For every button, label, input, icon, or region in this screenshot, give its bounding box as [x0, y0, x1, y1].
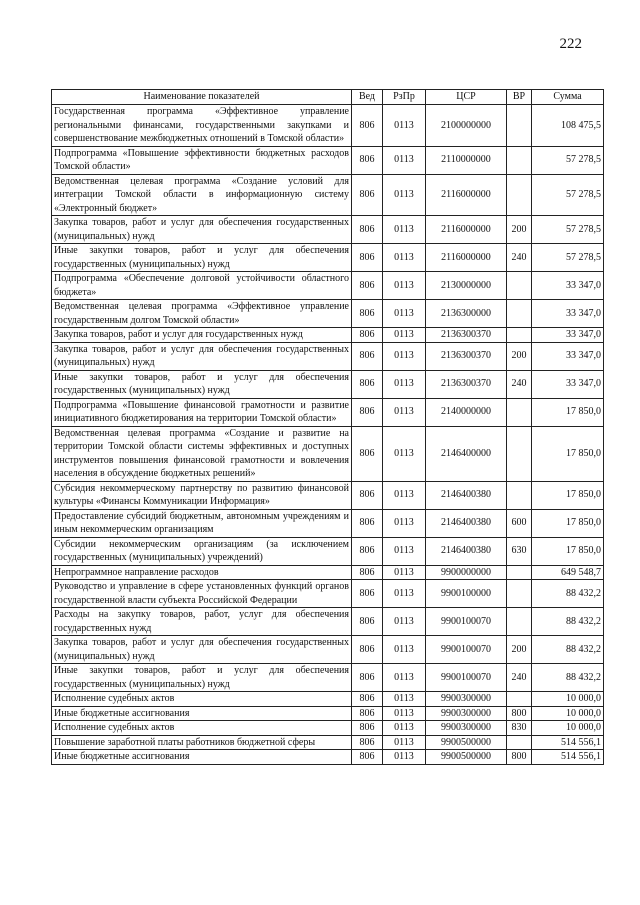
cell-vr: 800	[507, 706, 532, 721]
cell-vr	[507, 426, 532, 481]
cell-rzpr: 0113	[383, 342, 426, 370]
cell-csr: 9900300000	[426, 706, 507, 721]
cell-vr	[507, 735, 532, 750]
cell-csr: 2130000000	[426, 272, 507, 300]
cell-csr: 9900300000	[426, 721, 507, 736]
cell-sum: 33 347,0	[532, 272, 604, 300]
cell-name: Иные бюджетные ассигнования	[52, 750, 352, 765]
cell-rzpr: 0113	[383, 608, 426, 636]
cell-vr	[507, 398, 532, 426]
cell-sum: 33 347,0	[532, 342, 604, 370]
cell-name: Иные закупки товаров, работ и услуг для обеспечения государственных (муниципальных) нужд	[52, 370, 352, 398]
cell-name: Закупка товаров, работ и услуг для обеспечения государственных (муниципальных) нужд	[52, 216, 352, 244]
cell-ved: 806	[352, 721, 383, 736]
table-row	[52, 692, 604, 707]
cell-name: Расходы на закупку товаров, работ, услуг для обеспечения государственных нужд	[52, 608, 352, 636]
table-row	[52, 608, 604, 636]
cell-name: Исполнение судебных актов	[52, 692, 352, 707]
cell-name: Закупка товаров, работ и услуг для обеспечения государственных (муниципальных) нужд	[52, 636, 352, 664]
table-row	[52, 735, 604, 750]
cell-csr: 9900100070	[426, 664, 507, 692]
cell-rzpr: 0113	[383, 328, 426, 343]
table-row	[52, 105, 604, 147]
cell-ved: 806	[352, 509, 383, 537]
table-row	[52, 370, 604, 398]
cell-ved: 806	[352, 244, 383, 272]
cell-sum: 57 278,5	[532, 216, 604, 244]
cell-rzpr: 0113	[383, 174, 426, 216]
cell-name: Подпрограмма «Повышение финансовой грамотности и развитие инициативного бюджетирования на территории Томской области»	[52, 398, 352, 426]
cell-ved: 806	[352, 608, 383, 636]
cell-csr: 2146400380	[426, 537, 507, 565]
cell-csr: 2146400380	[426, 509, 507, 537]
table-row	[52, 272, 604, 300]
cell-ved: 806	[352, 735, 383, 750]
cell-sum: 17 850,0	[532, 426, 604, 481]
cell-sum: 17 850,0	[532, 398, 604, 426]
header-csr: ЦСР	[426, 90, 507, 105]
cell-csr: 2100000000	[426, 105, 507, 147]
cell-ved: 806	[352, 398, 383, 426]
page-number: 222	[559, 36, 582, 52]
cell-ved: 806	[352, 272, 383, 300]
cell-vr: 800	[507, 750, 532, 765]
cell-sum: 108 475,5	[532, 105, 604, 147]
cell-sum: 649 548,7	[532, 565, 604, 580]
cell-name: Иные закупки товаров, работ и услуг для обеспечения государственных (муниципальных) нужд	[52, 244, 352, 272]
cell-vr	[507, 328, 532, 343]
table-row	[52, 664, 604, 692]
cell-rzpr: 0113	[383, 272, 426, 300]
cell-sum: 57 278,5	[532, 244, 604, 272]
cell-name: Исполнение судебных актов	[52, 721, 352, 736]
table-row	[52, 216, 604, 244]
table-row	[52, 342, 604, 370]
cell-vr	[507, 300, 532, 328]
header-name: Наименование показателей	[52, 90, 352, 105]
cell-vr	[507, 105, 532, 147]
cell-csr: 2110000000	[426, 146, 507, 174]
cell-ved: 806	[352, 370, 383, 398]
cell-name: Иные бюджетные ассигнования	[52, 706, 352, 721]
cell-csr: 2136300370	[426, 370, 507, 398]
cell-sum: 33 347,0	[532, 328, 604, 343]
cell-ved: 806	[352, 481, 383, 509]
table-row	[52, 146, 604, 174]
cell-ved: 806	[352, 426, 383, 481]
cell-csr: 9900100000	[426, 580, 507, 608]
cell-csr: 9900100070	[426, 636, 507, 664]
cell-csr: 9900000000	[426, 565, 507, 580]
cell-rzpr: 0113	[383, 636, 426, 664]
cell-sum: 10 000,0	[532, 721, 604, 736]
table-row	[52, 174, 604, 216]
cell-rzpr: 0113	[383, 481, 426, 509]
cell-ved: 806	[352, 636, 383, 664]
cell-rzpr: 0113	[383, 706, 426, 721]
table-row	[52, 244, 604, 272]
cell-ved: 806	[352, 105, 383, 147]
cell-sum: 10 000,0	[532, 692, 604, 707]
cell-name: Предоставление субсидий бюджетным, автономным учреждениям и иным некоммерческим организациям	[52, 509, 352, 537]
cell-vr	[507, 272, 532, 300]
cell-vr	[507, 565, 532, 580]
cell-vr: 200	[507, 636, 532, 664]
cell-name: Подпрограмма «Обеспечение долговой устойчивости областного бюджета»	[52, 272, 352, 300]
cell-vr: 830	[507, 721, 532, 736]
cell-name: Ведомственная целевая программа «Создание условий для интеграции Томской области в информационную систему «Электронный бюджет»	[52, 174, 352, 216]
cell-name: Закупка товаров, работ и услуг для обеспечения государственных (муниципальных) нужд	[52, 342, 352, 370]
table-row	[52, 398, 604, 426]
header-ved: Вед	[352, 90, 383, 105]
cell-sum: 88 432,2	[532, 636, 604, 664]
cell-name: Подпрограмма «Повышение эффективности бюджетных расходов Томской области»	[52, 146, 352, 174]
cell-ved: 806	[352, 580, 383, 608]
cell-rzpr: 0113	[383, 244, 426, 272]
cell-vr	[507, 580, 532, 608]
cell-rzpr: 0113	[383, 509, 426, 537]
cell-vr	[507, 146, 532, 174]
cell-sum: 514 556,1	[532, 735, 604, 750]
table-row	[52, 580, 604, 608]
cell-csr: 2116000000	[426, 216, 507, 244]
cell-rzpr: 0113	[383, 216, 426, 244]
budget-table	[51, 89, 604, 765]
cell-ved: 806	[352, 565, 383, 580]
cell-csr: 9900100070	[426, 608, 507, 636]
table-row	[52, 706, 604, 721]
table-row	[52, 509, 604, 537]
header-vr: ВР	[507, 90, 532, 105]
table-row	[52, 300, 604, 328]
cell-ved: 806	[352, 537, 383, 565]
cell-name: Иные закупки товаров, работ и услуг для обеспечения государственных (муниципальных) нужд	[52, 664, 352, 692]
cell-rzpr: 0113	[383, 664, 426, 692]
cell-csr: 9900500000	[426, 735, 507, 750]
cell-name: Субсидия некоммерческому партнерству по развитию финансовой культуры «Финансы Коммуникации Информация»	[52, 481, 352, 509]
table-row	[52, 481, 604, 509]
cell-ved: 806	[352, 706, 383, 721]
cell-rzpr: 0113	[383, 692, 426, 707]
cell-vr: 240	[507, 664, 532, 692]
cell-csr: 2136300370	[426, 342, 507, 370]
cell-ved: 806	[352, 750, 383, 765]
cell-vr: 200	[507, 342, 532, 370]
cell-name: Субсидии некоммерческим организациям (за исключением государственных (муниципальных) учреждений)	[52, 537, 352, 565]
cell-ved: 806	[352, 174, 383, 216]
cell-name: Ведомственная целевая программа «Создание и развитие на территории Томской области системы эффективных и доступных инструментов повышения финансовой грамотности и вовлечения населения в обсуждение бюджетных решений»	[52, 426, 352, 481]
cell-vr: 200	[507, 216, 532, 244]
cell-rzpr: 0113	[383, 398, 426, 426]
cell-name: Повышение заработной платы работников бюджетной сферы	[52, 735, 352, 750]
cell-sum: 33 347,0	[532, 300, 604, 328]
cell-rzpr: 0113	[383, 370, 426, 398]
header-sum: Сумма	[532, 90, 604, 105]
table-row	[52, 636, 604, 664]
cell-rzpr: 0113	[383, 146, 426, 174]
cell-sum: 33 347,0	[532, 370, 604, 398]
cell-sum: 88 432,2	[532, 664, 604, 692]
cell-csr: 2146400380	[426, 481, 507, 509]
cell-sum: 10 000,0	[532, 706, 604, 721]
table-row	[52, 537, 604, 565]
cell-vr	[507, 692, 532, 707]
cell-rzpr: 0113	[383, 537, 426, 565]
cell-rzpr: 0113	[383, 426, 426, 481]
cell-vr	[507, 608, 532, 636]
cell-vr	[507, 481, 532, 509]
table-header-row	[52, 90, 604, 105]
table-body	[52, 105, 604, 765]
cell-rzpr: 0113	[383, 750, 426, 765]
cell-rzpr: 0113	[383, 105, 426, 147]
cell-rzpr: 0113	[383, 721, 426, 736]
cell-name: Непрограммное направление расходов	[52, 565, 352, 580]
cell-sum: 57 278,5	[532, 146, 604, 174]
table-row	[52, 426, 604, 481]
cell-ved: 806	[352, 342, 383, 370]
cell-vr: 600	[507, 509, 532, 537]
cell-rzpr: 0113	[383, 580, 426, 608]
cell-csr: 2136300000	[426, 300, 507, 328]
cell-vr: 240	[507, 370, 532, 398]
cell-csr: 2116000000	[426, 174, 507, 216]
cell-name: Ведомственная целевая программа «Эффективное управление государственным долгом Томской области»	[52, 300, 352, 328]
cell-vr: 630	[507, 537, 532, 565]
cell-sum: 17 850,0	[532, 537, 604, 565]
cell-csr: 9900500000	[426, 750, 507, 765]
cell-sum: 17 850,0	[532, 481, 604, 509]
table-row	[52, 750, 604, 765]
cell-sum: 88 432,2	[532, 580, 604, 608]
cell-sum: 57 278,5	[532, 174, 604, 216]
table-row	[52, 328, 604, 343]
cell-name: Закупка товаров, работ и услуг для государственных нужд	[52, 328, 352, 343]
cell-ved: 806	[352, 328, 383, 343]
cell-name: Государственная программа «Эффективное управление региональными финансами, государственными закупками и совершенствование межбюджетных отношений в Томской области»	[52, 105, 352, 147]
header-rzpr: РзПр	[383, 90, 426, 105]
cell-csr: 2136300370	[426, 328, 507, 343]
cell-sum: 17 850,0	[532, 509, 604, 537]
cell-csr: 2140000000	[426, 398, 507, 426]
cell-ved: 806	[352, 146, 383, 174]
cell-vr	[507, 174, 532, 216]
cell-rzpr: 0113	[383, 565, 426, 580]
cell-vr: 240	[507, 244, 532, 272]
cell-ved: 806	[352, 216, 383, 244]
cell-csr: 2146400000	[426, 426, 507, 481]
cell-name: Руководство и управление в сфере установленных функций органов государственной власти субъекта Российской Федерации	[52, 580, 352, 608]
cell-ved: 806	[352, 664, 383, 692]
cell-csr: 2116000000	[426, 244, 507, 272]
cell-rzpr: 0113	[383, 300, 426, 328]
cell-sum: 88 432,2	[532, 608, 604, 636]
cell-csr: 9900300000	[426, 692, 507, 707]
table-row	[52, 721, 604, 736]
cell-ved: 806	[352, 300, 383, 328]
table-row	[52, 565, 604, 580]
cell-sum: 514 556,1	[532, 750, 604, 765]
cell-ved: 806	[352, 692, 383, 707]
cell-rzpr: 0113	[383, 735, 426, 750]
